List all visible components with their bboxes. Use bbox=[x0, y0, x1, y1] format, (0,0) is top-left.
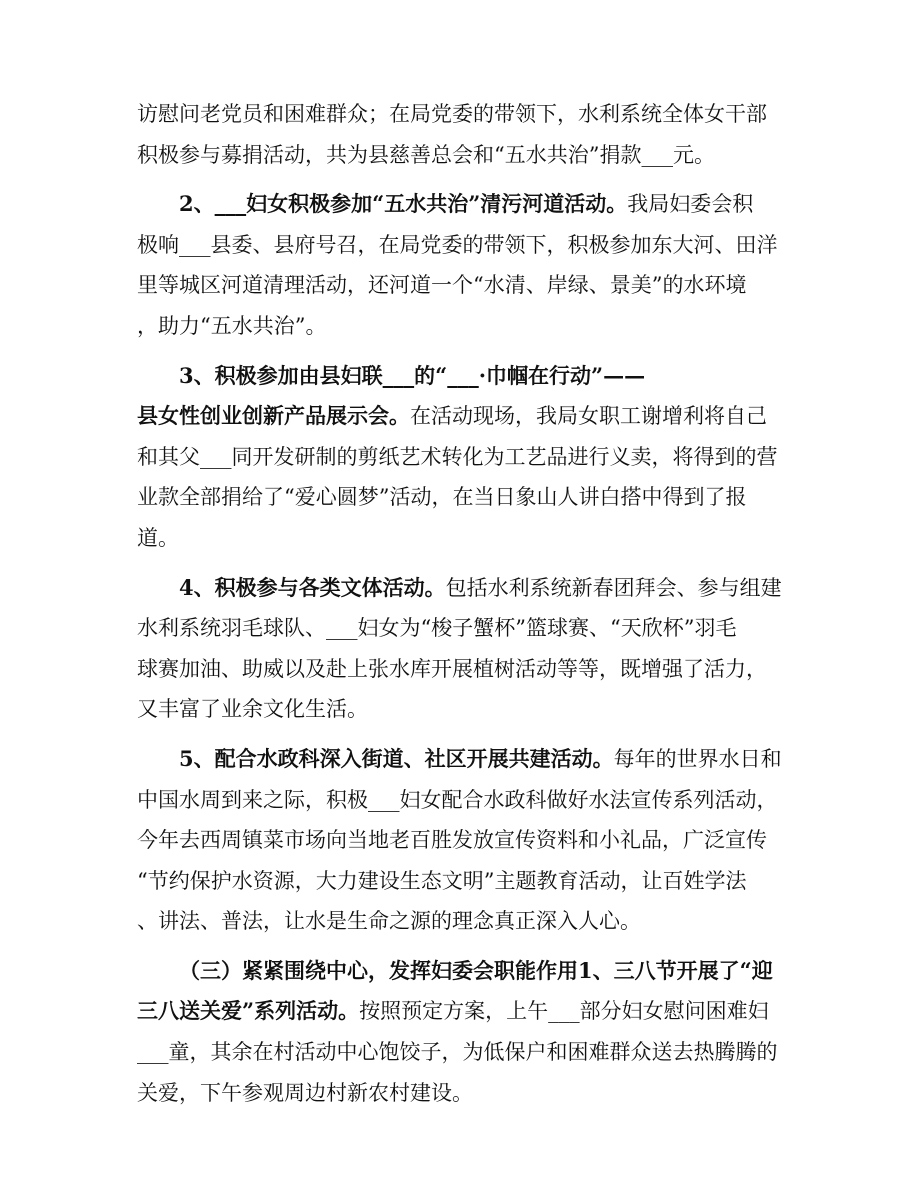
paragraph-3-line-3: 和其父___同开发研制的剪纸艺术转化为工艺品进行义卖，将得到的营 bbox=[137, 444, 778, 469]
paragraph-3-text: 在活动现场，我局女职工谢增利将自己 bbox=[410, 404, 767, 429]
paragraph-3-line-2 bbox=[137, 396, 787, 437]
paragraph-4-line-2: 水利系统羽毛球队、___妇女为“梭子蟹杯”篮球赛、“天欣杯”羽毛 bbox=[137, 616, 737, 641]
paragraph-5-line-1 bbox=[137, 739, 787, 780]
paragraph-3-line-4: 业款全部捐给了“爱心圆梦”活动，在当日象山人讲白搭中得到了报 bbox=[137, 485, 747, 510]
section-3-line-2 bbox=[137, 991, 787, 1032]
document-page bbox=[137, 94, 787, 1113]
paragraph-5-text: 每年的世界水日和 bbox=[613, 746, 782, 771]
section-3-text: 按照预定方案，上午___部分妇女慰问困难妇 bbox=[359, 999, 769, 1024]
paragraph-5-line-3: 今年去西周镇菜市场向当地老百胜发放宣传资料和小礼品，广泛宣传 bbox=[137, 828, 767, 853]
paragraph-5-heading: 5、配合水政科深入街道、社区开展共建活动。 bbox=[179, 745, 614, 771]
section-3-heading-line-1: （三）紧紧围绕中心，发挥妇委会职能作用1、三八节开展了“迎 bbox=[179, 957, 773, 983]
paragraph-1-line-1: 访慰问老党员和困难群众；在局党委的带领下，水利系统全体女干部 bbox=[137, 102, 767, 126]
paragraph-2-line-2: 极响___县委、县府号召，在局党委的带领下，积极参加东大河、田洋 bbox=[137, 232, 778, 257]
paragraph-4-line-4: 又丰富了业余文化生活。 bbox=[137, 697, 368, 722]
paragraph-2-line-4: ，助力“五水共治”。 bbox=[137, 313, 327, 338]
paragraph-5-line-5: 、讲法、普法，让水是生命之源的理念真正深入人心。 bbox=[137, 909, 641, 934]
paragraph-2-text: 我局妇委会积 bbox=[627, 192, 754, 217]
paragraph-3-heading-line-1: 3、积极参加由县妇联___的“___·巾帼在行动”—— bbox=[179, 362, 646, 388]
paragraph-4-heading: 4、积极参与各类文体活动。 bbox=[179, 574, 446, 600]
paragraph-5-line-4: “节约保护水资源，大力建设生态文明”主题教育活动，让百姓学法 bbox=[137, 868, 747, 893]
paragraph-2-line-3: 里等城区河道清理活动，还河道一个“水清、岸绿、景美”的水环境 bbox=[137, 273, 747, 298]
paragraph-4-line-1 bbox=[137, 568, 787, 609]
paragraph-3-heading: 县女性创业创新产品展示会。 bbox=[137, 403, 410, 429]
paragraph-4-line-3: 球赛加油、助威以及赴上张水库开展植树活动等等，既增强了活力， bbox=[137, 656, 767, 681]
section-3-line-4: 关爱，下午参观周边村新农村建设。 bbox=[137, 1080, 473, 1105]
paragraph-5-line-2: 中国水周到来之际，积极___妇女配合水政科做好水法宣传系列活动， bbox=[137, 787, 778, 812]
paragraph-2-heading: 2、___妇女积极参加“五水共治”清污河道活动。 bbox=[179, 191, 628, 217]
paragraph-2-line-1 bbox=[137, 184, 787, 225]
section-3-line-3: ___童，其余在村活动中心饱饺子，为低保户和困难群众送去热腾腾的 bbox=[137, 1040, 778, 1065]
paragraph-1-line-2: 积极参与募捐活动，共为县慈善总会和“五水共治”捐款___元。 bbox=[137, 142, 715, 167]
paragraph-4-text: 包括水利系统新春团拜会、参与组建 bbox=[445, 575, 782, 600]
paragraph-3-line-5: 道。 bbox=[137, 525, 179, 550]
section-3-heading: 三八送关爱”系列活动。 bbox=[137, 998, 360, 1024]
